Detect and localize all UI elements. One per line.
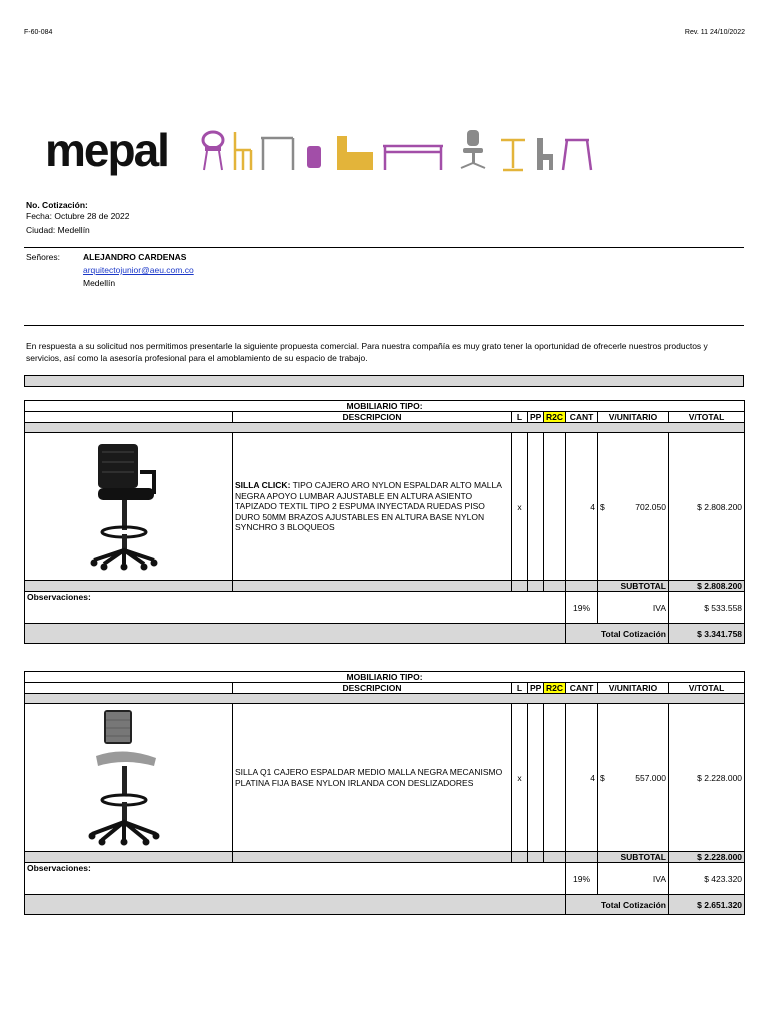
table-row (25, 433, 745, 581)
item-cant: 4 (566, 704, 598, 852)
subtotal-label: SUBTOTAL (598, 852, 669, 863)
col-v-total: V/TOTAL (669, 412, 745, 423)
office-chair-image (84, 708, 174, 848)
quote-item-table (24, 400, 745, 644)
item-cant: 4 (566, 433, 598, 581)
form-code: F-60-084 (24, 29, 53, 36)
iva-label: IVA (598, 863, 669, 895)
divider (24, 325, 744, 326)
item-description: SILLA CLICK: TIPO CAJERO ARO NYLON ESPALDAR ALTO MALLA NEGRA APOYO LUMBAR AJUSTABLE EN ALTURA ASIENTO TAPIZADO TEXTIL TIPO 2 ESPUMA INYECTADA RUEDAS PISO DURO 50MM BRAZOS AJUSTABLES EN ALTURA BASE NYLON SYNCHRO 3 BLOQUEOS (233, 433, 512, 581)
total-cotizacion-label: Total Cotización (566, 895, 669, 915)
col-v-total: V/TOTAL (669, 683, 745, 694)
senores-label: Señores: (26, 252, 61, 262)
section-bar (24, 375, 744, 387)
item-description: SILLA Q1 CAJERO ESPALDAR MEDIO MALLA NEGRA MECANISMO PLATINA FIJA BASE NYLON IRLANDA CON DESLIZADORES (233, 704, 512, 852)
item-unit-value: $ 557.000 (598, 704, 669, 852)
quote-item-table (24, 671, 745, 915)
col-v-unitario: V/UNITARIO (598, 683, 669, 694)
iva-value: $ 533.558 (669, 592, 745, 624)
col-r2c: R2C (544, 412, 566, 423)
client-name: ALEJANDRO CARDENAS (83, 252, 187, 262)
col-l: L (512, 683, 528, 694)
office-chair-image (84, 442, 174, 572)
svg-text:mepal: mepal (45, 128, 168, 176)
mepal-logo (45, 128, 605, 176)
divider (24, 247, 744, 248)
client-email-link[interactable]: arquitectojunior@aeu.com.co (83, 265, 194, 275)
quote-city: Ciudad: Medellín (26, 225, 90, 235)
revision-date: Rev. 11 24/10/2022 (684, 29, 745, 36)
col-descripcion: DESCRIPCION (233, 412, 512, 423)
total-cotizacion-label: Total Cotización (566, 624, 669, 644)
subtotal-value: $ 2.808.200 (669, 581, 745, 592)
observaciones-label: Observaciones: (25, 863, 566, 895)
mobiliario-tipo-title: MOBILIARIO TIPO: (25, 401, 745, 412)
subtotal-value: $ 2.228.000 (669, 852, 745, 863)
item-l: x (512, 704, 528, 852)
col-r2c: R2C (544, 683, 566, 694)
table-row (25, 704, 745, 852)
item-l: x (512, 433, 528, 581)
col-pp: PP (528, 412, 544, 423)
total-cotizacion-value: $ 2.651.320 (669, 895, 745, 915)
mobiliario-tipo-title: MOBILIARIO TIPO: (25, 672, 745, 683)
col-l: L (512, 412, 528, 423)
item-name: SILLA CLICK: (235, 480, 291, 491)
col-pp: PP (528, 683, 544, 694)
iva-percent: 19% (566, 863, 598, 895)
item-unit-value: $ 702.050 (598, 433, 669, 581)
subtotal-label: SUBTOTAL (598, 581, 669, 592)
product-image-cell (25, 433, 233, 581)
col-v-unitario: V/UNITARIO (598, 412, 669, 423)
client-city: Medellín (83, 278, 116, 288)
product-image-cell (25, 704, 233, 852)
item-total-value: $ 2.228.000 (669, 704, 745, 852)
col-descripcion: DESCRIPCION (233, 683, 512, 694)
total-cotizacion-value: $ 3.341.758 (669, 624, 745, 644)
iva-label: IVA (598, 592, 669, 624)
quote-date: Fecha: Octubre 28 de 2022 (26, 211, 130, 221)
iva-percent: 19% (566, 592, 598, 624)
intro-text: En respuesta a su solicitud nos permitimos presentarle la siguiente propuesta comercial. Para nuestra compañía es muy grato tener la oportunidad de ofrecerle nuestros productos y servicios, así como la asesoría profesional para el amoblamiento de su espacio de trabajo. (26, 341, 708, 363)
col-cant: CANT (566, 412, 598, 423)
iva-value: $ 423.320 (669, 863, 745, 895)
col-cant: CANT (566, 683, 598, 694)
item-total-value: $ 2.808.200 (669, 433, 745, 581)
quote-number-label: No. Cotización: (26, 200, 88, 210)
observaciones-label: Observaciones: (25, 592, 566, 624)
